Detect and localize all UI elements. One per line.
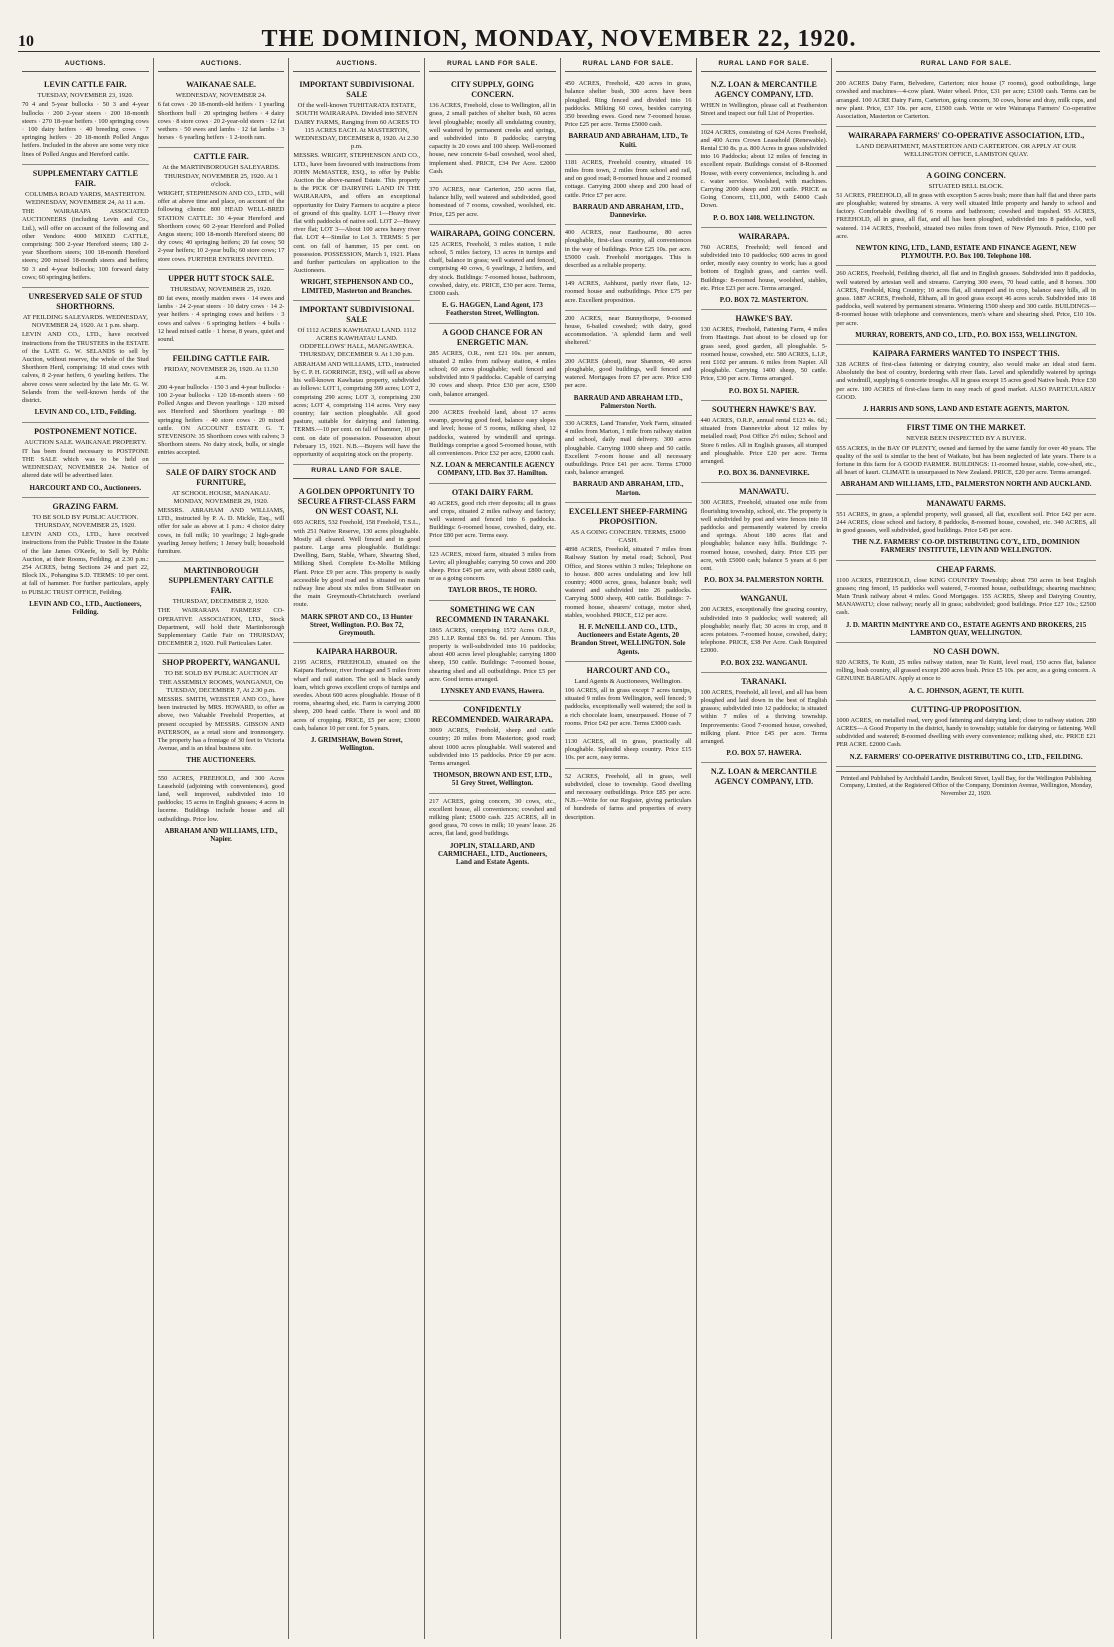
advert-heading: SOMETHING WE CAN RECOMMEND IN TARANAKI. bbox=[436, 604, 549, 624]
advert-body: 80 fat ewes, mostly maiden ewes · 14 ewes and lambs · 24 2-year steers · 10 dairy cows · 14 2-year heifers · 4 springing cows and heifers · 3 cows and calves · 6 springing heifers · 4 bulls · 12 head mixed cattle · 1 horse, 8 years, quiet and sound. bbox=[157, 295, 285, 344]
column-5 bbox=[561, 58, 697, 1639]
advert-subheading: TO BE SOLD BY PUBLIC AUCTION. THURSDAY, NOVEMBER 25, 1920. bbox=[32, 513, 139, 529]
advert-signature: MURRAY, ROBERTS, AND CO., LTD., P.O. BOX 1553, WELLINGTON. bbox=[855, 330, 1077, 339]
advert-signature: P.O. BOX 72. MASTERTON. bbox=[719, 296, 808, 305]
classified-advert bbox=[836, 345, 1096, 419]
advert-body: 200 ACRES (about), near Shannon, 40 acres ploughable, good buildings, well fenced and watered. Mortgages from £7 per acre. Price £30 per acre. bbox=[564, 357, 692, 390]
advert-heading: UNRESERVED SALE OF STUD SHORTHORNS. bbox=[28, 292, 143, 312]
classified-advert bbox=[565, 76, 692, 155]
advert-body: 3069 ACRES, Freehold, sheep and cattle country; 20 miles from Masterton; good road; about 1000 acres ploughable. Well watered and subdivided into 15 paddocks. Price £9 per acre. Terms arranged. bbox=[429, 727, 556, 767]
advert-heading: IMPORTANT SUBDIVISIONAL SALE bbox=[299, 80, 415, 100]
advert-signature: THE AUCTIONEERS. bbox=[186, 756, 256, 765]
advert-body: 1024 ACRES, consisting of 624 Acres Freehold, and 400 Acres Crown Leasehold (Renewable). Rental £30 8s. p.a. 800 Acres in grass subdivided into 16 Paddocks; about 12 miles of fencing in excellent repair. Buildings consist of 8-Roomed House, with every convenience, including h. and c. water service. Woolshed, with machines. Carrying 2000 sheep and 200 cattle. PRICE as Going Concern, £11,000, with £4000 Cash Down. bbox=[700, 128, 828, 210]
advert-body: 693 ACRES, 532 Freehold, 158 Freehold, T.S.L., with 251 Native Reserve, 130 acres ploughable. Mostly all cleared. Well fenced and in good pasture. Large area ploughable. Buildings: Dwelling, Barn, Stable, Whare, Shearing Shed, Milking Shed. Complete Ex-Mollie Milking Plant. Price £9 per acre. This property is easily accessible by good road and is situated on main railway line about six miles from Stillwater on the main Greymouth-Christchurch overland route. bbox=[293, 519, 421, 609]
advert-body: 920 ACRES, Te Kuiti, 25 miles railway station, near Te Kuiti, level road, 150 acres flat, balance rolling, bush country, all grassed except 200 acres bush. Price £5 10s. per acre, as a going concern. A GENUINE BARGAIN. Apply at once to bbox=[836, 658, 1096, 683]
advert-body: 6 fat cows · 20 18-month-old heifers · 1 yearling Shorthorn bull · 20 springing heifers · 4 dairy cows · 8 store cows · 20 2-year-old steers · 12 fat wethers · 50 ewes and lambs · 12 fat lambs · 3 horses · 6 yearling heifers · 1 2-tooth ram. bbox=[157, 101, 285, 142]
advert-body: 400 ACRES, near Eastbourne, 80 acres ploughable, first-class country, all conveniences in the way of buildings. Price £25 10s. per acre. £5000 cash. Freehold mortgages. This is described as a reliable property. bbox=[564, 229, 692, 270]
classified-advert bbox=[293, 301, 420, 465]
advert-signature: BARRAUD AND ABRAHAM, LTD., Te Kuiti. bbox=[568, 132, 688, 149]
advert-body: 450 ACRES, Freehold, 420 acres in grass, balance shelter bush, 300 acres have been ploughed. Ring fenced and divided into 16 paddocks. Milking 60 cows, besides carrying 350 breeding ewes. Good new 7-roomed house. Price £25 per acre. Terms £5000 cash. bbox=[564, 80, 692, 129]
advert-heading: FEILDING CATTLE FAIR. bbox=[172, 354, 270, 364]
advert-signature: MARK SPROT AND CO., 13 Hunter Street, Wellington. P.O. Box 72, Greymouth. bbox=[300, 612, 413, 637]
advert-body: MESSRS. ABRAHAM AND WILLIAMS, LTD., instructed by P. A. D. Mickle, Esq., will offer for sale as above at 1 p.m.: 4 choice dairy cows, in full milk; 10 yearlings; 2 high-grade yearling Jersey heifers; 1 Jersey bull; household furniture. bbox=[157, 506, 285, 555]
imprint-footer: Printed and Published by Archibald Landin, Boulcott Street, Lyall Bay, for the Wellington Publishing Company, Limited, at the Registered Office of the Company, Dominion Avenue, Wellington, Monday, November 22, 1920. bbox=[836, 771, 1096, 798]
advert-body: WHEN in Wellington, please call at Featherston Street and inspect our full List of Properties. bbox=[700, 102, 828, 118]
classified-advert bbox=[429, 701, 556, 793]
classified-advert bbox=[565, 503, 692, 662]
classified-advert bbox=[158, 654, 285, 770]
advert-signature: THE N.Z. FARMERS' CO-OP. DISTRIBUTING CO'Y., LTD., DOMINION FARMERS' INSTITUTE, LEVIN AND WELLINGTON. bbox=[852, 538, 1080, 555]
advert-body: LEVIN AND CO., LTD., have received instructions from the TRUSTEES in the ESTATE of the LATE G. W. SELANDS to sell by Auction, without reserve, the whole of the Stud Shorthorn Herd, comprising: 18 stud cows with calves, 8 2-year heifers, 6 yearling heifers. The above cows were selected by the late Mr. G. W. Selands from the well-known herds of the district. bbox=[22, 331, 149, 405]
advert-heading: HARCOURT AND CO., bbox=[586, 665, 670, 675]
classified-advert bbox=[429, 76, 556, 182]
advert-body: 100 ACRES, Freehold, all level, and all has been ploughed and laid down in the best of English grasses; subdivided into 12 paddocks; is situated within 7 miles of a thriving township. Improvements: Good 7-roomed house, cowshed, milking plant. Price £45 per acre. Terms arranged. bbox=[700, 688, 828, 745]
advert-signature: LYNSKEY AND EVANS, Hawera. bbox=[440, 686, 544, 695]
advert-body: WRIGHT, STEPHENSON AND CO., LTD., will offer at above time and place, on account of the following clients: 800 HEAD WELL-BRED STATION CATTLE: 30 4-year Hereford and Shorthorn cows; 60 2-year Hereford and Polled Angus steers; 100 18-month Hereford steers; 80 dry cows; 40 springing heifers; 20 fat cows; 50 2-year heifers; 10 2-year bulls; 60 store cows; 17 store cows. FURTHER ENTRIES INVITED. bbox=[157, 190, 285, 263]
advert-body: MESSRS. SMITH, WEBSTER AND CO., have been instructed by MRS. HOWARD, to offer as above, two Valuable Freehold Properties, at present occupied by MESSRS. GIBSON AND PATERSON, as a retail store and ironmongery. The property has a frontage of 30 feet to Victoria Avenue, and is an ideal business site. bbox=[157, 695, 285, 753]
advert-body: 1865 ACRES, comprising 1572 Acres O.R.P., 293 L.I.P. Rental £83 9s. 6d. per Annum. This property is well-subdivided into 16 paddocks; about 400 acres level ploughable; carrying 1800 sheep, 150 cattle. Buildings: 7-roomed house, shearing shed and all outbuildings. Price £5 per acre. Good terms arranged. bbox=[429, 626, 556, 683]
advert-body: 550 ACRES, FREEHOLD, and 300 Acres Leasehold (adjoining with conveniences), good land, well improved, subdivided into 10 paddocks; 15 acres in English grasses; 4 acres in lucerne. Buildings include house and all outbuildings. Price low. bbox=[157, 774, 285, 823]
advert-subheading: AT SCHOOL HOUSE, MANAKAU. MONDAY, NOVEMBER 29, 1920. bbox=[171, 489, 271, 505]
advert-signature: P.O. BOX 232. WANGANUI. bbox=[720, 658, 808, 667]
advert-subheading: TO BE SOLD BY PUBLIC AUCTION AT THE ASSEMBLY ROOMS, WANGANUI, On TUESDAY, DECEMBER 7, At 2.30 p.m. bbox=[158, 670, 284, 694]
advert-body: ABRAHAM AND WILLIAMS, LTD., instructed by C. P. H. GORRINGE, ESQ., will sell as above his well-known Kawhatau property, subdivided as follows: LOT 1, comprising 399 acres; LOT 2, comprising 290 acres; LOT 3, comprising 230 acres; LOT 4, comprising 114 acres. Very easy country; fair section ploughable. All good pasture, suitable for dairying and fattening. TERMS.—10 per cent. on fall of hammer, 10 per cent. on date of possession. Possession about February 15, 1921. N.B.—Buyers will have the opportunity of acquiring stock on the property. bbox=[293, 360, 421, 458]
classified-advert bbox=[701, 76, 828, 124]
column-4 bbox=[425, 58, 561, 1639]
advert-signature: ABRAHAM AND WILLIAMS, LTD., PALMERSTON NORTH AND AUCKLAND. bbox=[840, 480, 1092, 489]
advert-body: 285 ACRES, O.R., rent £21 10s. per annum, situated 2 miles from railway station, 4 miles school; 60 acres ploughable; well fenced and subdivided into 9 paddocks. Capable of carrying 30 cows and sheep. Price £30 per acre, £500 cash, balance arranged. bbox=[429, 349, 556, 398]
advert-body: 123 ACRES, mixed farm, situated 3 miles from Levin; all ploughable; carrying 50 cows and 200 sheep. Price £45 per acre, with about £800 cash, or as a going concern. bbox=[429, 550, 556, 583]
advert-body: 440 ACRES, O.R.P., annual rental £123 4s. 6d.; situated from Dannevirke about 12 miles by metalled road; Post Office 2½ miles; School and Store 6 miles. All in English grasses, all stumped and ploughable. Price £20 per acre. Terms arranged. bbox=[700, 416, 828, 465]
page-number: 10 bbox=[18, 33, 34, 50]
land-advert bbox=[293, 643, 420, 757]
advert-subheading: WEDNESDAY, NOVEMBER 24. bbox=[175, 92, 267, 100]
land-advert bbox=[293, 483, 420, 643]
advert-heading: SALE OF DAIRY STOCK AND FURNITURE, bbox=[166, 467, 277, 487]
advert-signature: NEWTON KING, LTD., LAND, ESTATE AND FINANCE AGENT, NEW PLYMOUTH. P.O. Box 100. Telephone 108. bbox=[855, 244, 1077, 261]
advert-heading: SHOP PROPERTY, WANGANUI. bbox=[162, 658, 280, 668]
classified-advert bbox=[701, 673, 828, 764]
advert-signature: P.O. BOX 34. PALMERSTON NORTH. bbox=[704, 576, 824, 585]
advert-body: 370 ACRES, near Carterton, 250 acres flat, balance hilly, well watered and subdivided, good homestead of 7 rooms, cowshed, woolshed, etc. Price, £25 per acre. bbox=[429, 186, 556, 218]
advert-body: THE WAIRARAPA ASSOCIATED AUCTIONEERS (including Levin and Co., Ltd.), will offer on account of the following and other Vendors: 4000 MIXED CATTLE, comprising: 500 2-year Hereford steers; 180 2-year Shorthorn steers; 100 18-month Hereford steers; 200 mixed 18-month steers and heifers; 50 3 and 4-year bullocks; 100 forward dairy cows; 60 springing heifers. bbox=[22, 208, 149, 281]
classified-advert bbox=[565, 662, 692, 734]
advert-body: 136 ACRES, Freehold, close to Wellington, all in grass, 2 small patches of shelter bush, 60 acres level ploughable; mostly all undulating country, well watered by permanent creeks and springs, and subdivided into 8 paddocks; carrying capacity is 20 cows and 100 sheep. Well-roomed house, new concrete 6-bail cowshed, wool shed, implement shed. PRICE, £34 Per Acre. £2000 Cash. bbox=[429, 102, 556, 175]
classified-advert bbox=[701, 483, 828, 590]
advert-heading: CHEAP FARMS. bbox=[936, 564, 996, 574]
advert-body: 655 ACRES, in the BAY OF PLENTY, owned and farmed by the same family for over 40 years. The quality of the soil is similar to the best of Waikato, but has been neglected of late years. There is a fortune in this farm for A GOOD FARMER. BUILDINGS: 11-roomed house, stable, cow-shed, etc., all heart of kauri. CLIMATE is unsurpassed in New Zealand. PRICE, £20 per acre. Terms arranged. bbox=[836, 444, 1096, 477]
classified-advert bbox=[836, 495, 1096, 561]
newspaper-columns bbox=[18, 58, 1100, 1639]
advert-heading: N.Z. LOAN & MERCANTILE AGENCY COMPANY, LTD. bbox=[710, 767, 817, 787]
advert-subheading: AUCTION SALE. WAIKANAE PROPERTY. bbox=[24, 438, 147, 446]
advert-body: 1130 ACRES, all in grass, practically all ploughable. Splendid sheep country. Price £15 10s. per acre, easy terms. bbox=[564, 738, 692, 762]
column-header: AUCTIONS. bbox=[158, 58, 285, 72]
classified-advert bbox=[22, 165, 149, 288]
advert-heading: MANAWATU FARMS. bbox=[926, 498, 1006, 508]
classified-advert bbox=[429, 405, 556, 484]
advert-signature: ABRAHAM AND WILLIAMS, LTD., Napier. bbox=[164, 826, 278, 844]
advert-heading: SUPPLEMENTARY CATTLE FAIR. bbox=[32, 168, 138, 188]
classified-advert bbox=[158, 76, 285, 148]
advert-signature: TAYLOR BROS., TE HORO. bbox=[447, 586, 537, 595]
advert-heading: POSTPONEMENT NOTICE. bbox=[34, 426, 137, 436]
classified-advert bbox=[565, 276, 692, 311]
advert-heading: CONFIDENTLY RECOMMENDED. WAIRARAPA. bbox=[431, 705, 554, 725]
advert-signature: WRIGHT, STEPHENSON AND CO., LIMITED, Masterton and Branches. bbox=[300, 278, 414, 295]
advert-body: 106 ACRES, all in grass except 7 acres turnips, situated 9 miles from Wellington, well fenced; 9 paddocks, exceptionally well watered; the soil is a rich chocolate loam, unsurpassed. House of 7 rooms. Price £42 per acre. Terms £3000 cash. bbox=[564, 686, 692, 727]
classified-advert bbox=[565, 311, 692, 354]
advert-heading: KAIPARA FARMERS WANTED TO INSPECT THIS. bbox=[872, 349, 1060, 359]
advert-heading: A GOOD CHANCE FOR AN ENERGETIC MAN. bbox=[442, 327, 543, 347]
advert-signature: BARRAUD AND ABRAHAM, LTD., Marton. bbox=[572, 480, 684, 497]
advert-heading: OTAKI DAIRY FARM. bbox=[451, 487, 534, 497]
advert-heading: MANAWATU. bbox=[739, 487, 789, 497]
advert-signature: A. C. JOHNSON, AGENT, TE KUITI. bbox=[908, 686, 1024, 695]
advert-heading: A GOLDEN OPPORTUNITY TO SECURE A FIRST-CLASS FARM ON WEST COAST, N.I. bbox=[297, 487, 416, 517]
classified-advert bbox=[22, 288, 149, 422]
advert-heading: MARTINBOROUGH SUPPLEMENTARY CATTLE FAIR. bbox=[168, 566, 274, 596]
classified-advert bbox=[429, 794, 556, 872]
advert-body: 200 ACRES freehold land, about 17 acres swamp, growing good feed, balance easy slopes and level; house of 5 rooms, milking shed, 12 paddocks, watered by windmill and springs. Buildings comprise a good 5-roomed house, with all conveniences. Price £32 per acre, £2000 cash. bbox=[429, 408, 556, 457]
advert-body: 40 ACRES, good rich river deposits; all in grass and crops, situated 2 miles railway and factory; well watered and fenced into 6 paddocks. Buildings: 6-roomed house, cowshed, dairy, etc. Price £80 per acre. Terms easy. bbox=[429, 499, 556, 540]
classified-advert bbox=[701, 125, 828, 228]
advert-body: MESSRS. WRIGHT, STEPHENSON AND CO., LTD., have been favoured with instructions from JOHN McMASTER, ESQ., to offer by Public Auction the above-named Estate. This property is the PICK OF DAIRYING LAND IN THE WAIRARAPA, and offers an exceptional opportunity for Dairy Farmers to acquire a piece of ground of this quality. LOT 1—Heavy river flat with paddocks of native soil. LOT 2—Heavy river flat; LOT 3—About 100 acres heavy river flat. LOT 4—Similar to Lot 3. TERMS: 5 per cent. on fall of hammer, 15 per cent. on possession. POSSESSION, March 1, 1921. Plans and further particulars on application to the Auctioneers. bbox=[293, 152, 421, 275]
section-header: RURAL LAND FOR SALE. bbox=[293, 465, 420, 479]
column-header: RURAL LAND FOR SALE. bbox=[701, 58, 828, 72]
classified-advert bbox=[158, 148, 285, 269]
advert-signature: E. G. HAGGEN, Land Agent, 173 Featherston Street, Wellington. bbox=[441, 301, 543, 318]
advert-body: 70 4 and 5-year bullocks · 50 3 and 4-year bullocks · 200 2-year steers · 200 18-month steers · 270 18-year heifers · 100 springing cows · 100 dairy heifers · 40 breeding cows · 7 springing heifers · 20 18-month Polled Angus heifers. Included in the above are some very nice lines of Polled Angus and Hereford cattle. bbox=[22, 101, 149, 158]
advert-heading: CUTTING-UP PROPOSITION. bbox=[910, 704, 1022, 714]
advert-body: 330 ACRES, Land Transfer, York Farm, situated 4 miles from Marton, 1 mile from railway station and school, daily mail delivery. 300 acres ploughable. Carrying 1000 sheep and 50 cattle. Excellent 7-room house and all necessary outbuildings. Price £41 per acre. Terms £7000 cash, balance arranged. bbox=[564, 419, 692, 477]
classified-advert bbox=[836, 127, 1096, 166]
advert-subheading: At the MARTINBOROUGH SALEYARDS. THURSDAY, NOVEMBER 25, 1920. At 1 o'clock. bbox=[162, 164, 280, 188]
advert-heading: TARANAKI. bbox=[741, 676, 787, 686]
advert-body: 760 ACRES, Freehold; well fenced and subdivided into 10 paddocks; 600 acres in good order, mostly easy country to work; has a good bottom of English grass, and carries well. Buildings: 8-roomed house, woolshed, stables, etc. Price £23 per acre. Terms arranged. bbox=[700, 243, 828, 292]
advert-heading: A GOING CONCERN. bbox=[926, 170, 1006, 180]
advert-body: 125 ACRES, Freehold, 3 miles station, 1 mile school, 5 miles factory, 13 acres in turnips and chaff, balance in grass; well watered and fenced, comprising 40 cows, 6 yearlings, 2 heifers, and dry stock. Buildings: 7-roomed house, bathroom, cowshed, dairy, etc. PRICE, £30 per acre. Terms, £3000 cash. bbox=[429, 240, 556, 298]
advert-heading: LEVIN CATTLE FAIR. bbox=[44, 80, 127, 90]
advert-signature: J. D. MARTIN McINTYRE AND CO., ESTATE AGENTS AND BROKERS, 215 LAMBTON QUAY, WELLINGTON. bbox=[845, 620, 1087, 637]
advert-body: 52 ACRES, Freehold, all in grass, well subdivided, close to township. Good dwelling and necessary outbuildings. Price £85 per acre. N.B.—Write for our Register, giving particulars of hundreds of farms and properties of every description. bbox=[564, 772, 692, 821]
classified-advert bbox=[429, 547, 556, 601]
column-header: RURAL LAND FOR SALE. bbox=[565, 58, 692, 72]
classified-advert bbox=[429, 601, 556, 702]
advert-heading: IMPORTANT SUBDIVISIONAL SALE bbox=[299, 304, 415, 324]
classified-advert bbox=[293, 76, 420, 301]
classified-advert bbox=[701, 590, 828, 672]
classified-advert bbox=[701, 310, 828, 401]
advert-signature: BARRAUD AND ABRAHAM, LTD., Dannevirke. bbox=[572, 202, 684, 220]
advert-subheading: LAND DEPARTMENT, MASTERTON AND CARTERTON. OR APPLY AT OUR WELLINGTON OFFICE, LAMBTON QUAY. bbox=[855, 143, 1077, 159]
advert-heading: FIRST TIME ON THE MARKET. bbox=[906, 423, 1026, 433]
classified-advert bbox=[429, 324, 556, 405]
classified-advert bbox=[158, 771, 285, 849]
column-header: AUCTIONS. bbox=[22, 58, 149, 72]
advert-signature: P.O. BOX 57. HAWERA. bbox=[726, 749, 802, 758]
advert-body: 200 ACRES, exceptionally fine grazing country, subdivided into 9 paddocks; well watered; all ploughable; nearly flat; 30 acres in crop, and 8 acres potatoes. 7-roomed house, cowshed, dairy; telephone. PRICE, £38 Per Acre. Cash Required £2000. bbox=[700, 606, 828, 655]
advert-signature: J. HARRIS AND SONS, LAND AND ESTATE AGENTS, MARTON. bbox=[863, 405, 1070, 414]
advert-body: LEVIN AND CO., LTD., have received instructions from the Public Trustee in the Estate of the late James O'Keefe, to Sell by Public Auction, at their Rooms, Feilding, at 2.30 p.m.: 254 ACRES, being Sections 24 and part 22, Block IX., Pohangina S.D. TERMS: 10 per cent. at fall of hammer. For further particulars, apply to PUBLIC TRUST OFFICE, Feilding. bbox=[22, 531, 149, 596]
advert-subheading: Land Agents & Auctioneers, Wellington. bbox=[574, 677, 682, 685]
advert-subheading: THURSDAY, DECEMBER 2, 1920. bbox=[172, 598, 270, 606]
advert-body: 551 ACRES, in grass, a splendid property, well grassed, all flat, excellent soil. Price £42 per acre. 244 ACRES, close school and factory, 8 paddocks, 8-roomed house, cowshed, etc. 340 ACRES, all in good grasses, well subdivided, good buildings. Price £45 per acre. bbox=[836, 510, 1096, 534]
advert-signature: LEVIN AND CO., LTD., Feilding. bbox=[34, 408, 137, 417]
advert-heading: EXCELLENT SHEEP-FARMING PROPOSITION. bbox=[568, 506, 688, 526]
advert-subheading: NEVER BEEN INSPECTED BY A BUYER. bbox=[906, 435, 1027, 443]
classified-advert bbox=[158, 270, 285, 350]
advert-body: 149 ACRES, Ashhurst, partly river flats, 12-roomed house and outbuildings. Price £75 per acre. Excellent proposition. bbox=[564, 280, 692, 304]
advert-body: 1100 ACRES, FREEHOLD, close KING COUNTRY Township; about 750 acres in best English grasses; ring fenced, 15 paddocks well watered, 7-roomed house, outbuildings; shearing machines; Main Trunk railway about 4 miles. Good Mortgages. 155 ACRES, Sheep and Dairying Country, MANAWATU; close railway; nearly all in grass; subdivided; good buildings. Price £27 10s.; £2500 cash. bbox=[836, 576, 1096, 617]
classified-advert bbox=[836, 419, 1096, 494]
advert-body: THE WAIRARAPA FARMERS' CO-OPERATIVE ASSOCIATION, LTD., Stock Department, will hold their Martinborough Supplementary Cattle Fair on THURSDAY, DECEMBER 2, 1920. Full Particulars Later. bbox=[157, 607, 285, 648]
advert-heading: KAIPARA HARBOUR. bbox=[316, 647, 398, 657]
advert-body: 1181 ACRES, Freehold country, situated 16 miles from town, 2 miles from school and rail, and on good road; 8-roomed house and 2 roomed cottage. Carrying 2000 sheep and 200 head of cattle. Price £7 per acre. bbox=[564, 158, 692, 199]
classified-advert bbox=[565, 155, 692, 225]
column-header: RURAL LAND FOR SALE. bbox=[836, 58, 1096, 72]
advert-signature: BARRAUD AND ABRAHAM LTD., Palmerston North. bbox=[573, 393, 683, 410]
classified-advert bbox=[429, 182, 556, 225]
advert-body: 300 ACRES, Freehold, situated one mile from flourishing township, school, etc. The property is well subdivided by post and wire fences into 18 paddocks and permanently watered by creeks and springs. About 180 acres flat and ploughable; balance easy hills. Buildings: 7-roomed house, cowshed, dairy. Price £35 per acre, with £5000 cash; balance 5 years at 6 per cent. bbox=[700, 499, 828, 572]
classified-advert bbox=[158, 350, 285, 463]
classified-advert bbox=[836, 643, 1096, 701]
advert-body: 1000 ACRES, on metalled road, very good fattening and dairying land; close to railway station. 280 ACRES—A Good Property in the district, handy to township; suitable for dairying or fattening. Well subdivided and watered; 8-roomed dwelling with every convenience; milking shed, etc. PRICE £21 PER ACRE. £2000 Cash. bbox=[836, 716, 1096, 749]
classified-advert bbox=[836, 561, 1096, 643]
advert-body: 260 ACRES, Freehold, Feilding district, all flat and in English grasses. Subdivided into 8 paddocks, well watered by artesian well and streams. Carrying 300 ewes, 70 head cattle, and 8 horses. 300 ACRES, Freehold, King Country; 10 acres flat, all stumped and in crop, balance easy hills, all in grass. 1887 ACRES, Freehold, Eltham, all in good grass except 46 acres scrub. Subdivided into 18 paddocks, well watered by permanent streams. Wintering 1500 sheep and 300 cattle. BUILDINGS—8-roomed house with telephone and conveniences, men's whare and shearing shed. Price, £10 10s. per acre. bbox=[836, 270, 1096, 327]
advert-body: 130 ACRES, Freehold, Fattening Farm, 4 miles from Hastings. Just about to be closed up for grass seed, good garden, all ploughable. 5-roomed house, cowshed, etc. 580 ACRES, L.I.P., rent £102 per annum. 6 miles from Napier. All ploughable. Carrying 1400 sheep, 50 cattle. Price, £30 per acre. Terms arranged. bbox=[700, 326, 828, 383]
advert-subheading: SITUATED BELL BLOCK. bbox=[928, 182, 1004, 190]
classified-advert bbox=[429, 225, 556, 324]
advert-signature: P. O. BOX 1408. WELLINGTON. bbox=[713, 213, 815, 222]
advert-heading: CITY SUPPLY, GOING CONCERN. bbox=[451, 80, 534, 100]
advert-signature: P.O. BOX 36. DANNEVIRKE. bbox=[718, 469, 810, 478]
advert-subheading: AT FEILDING SALEYARDS. WEDNESDAY, NOVEMBER 24, 1920. At 1 p.m. sharp. bbox=[22, 314, 148, 330]
advert-subheading: Of 1112 ACRES KAWHATAU LAND. 1112 ACRES KAWHATAU LAND. ODDFELLOWS' HALL, MANGAWEKA. THURSDAY, DECEMBER 9. At 1.30 p.m. bbox=[297, 326, 416, 359]
advert-subheading: FRIDAY, NOVEMBER 26, 1920. At 11.30 a.m. bbox=[164, 366, 278, 382]
masthead bbox=[18, 26, 1100, 52]
advert-signature: J. GRIMSHAW, Bowen Street, Wellington. bbox=[310, 736, 403, 753]
advert-body: 4898 ACRES, Freehold, situated 7 miles from Railway Station by metal road; School, Post Office, and Stores within 3 miles; Telephone on to house. 800 acres undulating and low hill country; 4000 acres, grass, balance bush; well watered and subdivided into 26 paddocks. Carrying 5000 sheep, 400 cattle. Buildings: 7-roomed house, shearers' cottage, motor shed, stables, woolshed. PRICE, £12 per acre. bbox=[564, 546, 692, 619]
classified-advert bbox=[429, 484, 556, 547]
classified-advert bbox=[22, 76, 149, 165]
column-7 bbox=[832, 58, 1100, 1639]
advert-subheading: TUESDAY, NOVEMBER 23, 1920. bbox=[37, 92, 134, 100]
advert-body: 200 ACRES Dairy Farm, Belvedere, Carterton; nice house (7 rooms), good outbuildings, large cowshed and machines—4-cow plant. Water wheel. Price, £31 per acre; £3100 cash. Terms can be arranged. 100 ACRE Dairy Farm, Carterton, going concern, 30 cows, horse and dray, milk cups, and new plant. Price, £37 10s. per acre, £1500 cash. Write or wire Wairarapa Farmers' Co-operative Association, Masterton or Carterton. bbox=[836, 80, 1096, 121]
advert-heading: WAIRARAPA. bbox=[738, 231, 790, 241]
advert-body: 51 ACRES, FREEHOLD, all in grass with exception 5 acres bush; more than half flat and three parts are ploughable; watered by streams. A very well situated little property and handy to school and factory. Comfortable dwelling of 6 rooms and bathroom; cowshed and trapshed. 95 ACRES, FREEHOLD, all in grass, all flat, and all has been ploughed, subdivided into 8 paddocks, well watered. 114 ACRES, Freehold, situated two miles from town of New Plymouth. Price, £100 per acre. bbox=[836, 191, 1096, 240]
classified-advert bbox=[836, 76, 1096, 127]
column-header: RURAL LAND FOR SALE. bbox=[429, 58, 556, 72]
advert-signature: N.Z. FARMERS' CO-OPERATIVE DISTRIBUTING CO., LTD., FEILDING. bbox=[849, 752, 1083, 761]
classified-advert bbox=[565, 225, 692, 276]
classified-advert bbox=[701, 401, 828, 483]
advert-signature: JOPLIN, STALLARD, AND CARMICHAEL, LTD., Auctioneers, Land and Estate Agents. bbox=[437, 841, 547, 867]
column-2 bbox=[154, 58, 290, 1639]
advert-signature: THOMSON, BROWN AND EST, LTD., 51 Grey Street, Wellington. bbox=[432, 771, 552, 788]
classified-advert bbox=[701, 228, 828, 310]
classified-advert bbox=[565, 734, 692, 769]
advert-body: 200 4-year bullocks · 150 3 and 4-year bullocks · 100 2-year bullocks · 120 18-month steers · 60 Polled Angus and Devon yearlings · 120 mixed sex Hereford and Shorthorn yearlings · 80 springing heifers · 40 store cows · 20 mixed cattle. ON ACCOUNT ESTATE G. T. STEVENSON: 35 Shorthorn cows with calves; 3 Shorthorn steers. No dairy stock, bulls, or single entries accepted. bbox=[157, 383, 285, 457]
advert-heading: WAIRARAPA, GOING CONCERN. bbox=[429, 228, 556, 238]
advert-heading: NO CASH DOWN. bbox=[933, 646, 1000, 656]
advert-signature: N.Z. LOAN & MERCANTILE AGENCY COMPANY, LTD. Box 37. Hamilton. bbox=[430, 461, 555, 478]
classified-advert bbox=[565, 769, 692, 827]
advert-body: 2195 ACRES, FREEHOLD, situated on the Kaipara Harbour, river frontage and 5 miles from wharf and rail station. The soil is black sandy loam, which grows excellent crops of turnips and swedes. About 600 acres ploughable. House of 8 rooms, shearing shed, etc. Farm is carrying 2000 sheep, 200 head cattle. There is wool and 80 acres of cropping. PRICE, £5 per acre; £3000 cash, balance 10 per cent. for 5 years. bbox=[293, 659, 421, 732]
classified-advert bbox=[158, 464, 285, 563]
newspaper-title: THE DOMINION, MONDAY, NOVEMBER 22, 1920. bbox=[261, 26, 857, 52]
column-header: AUCTIONS. bbox=[293, 58, 420, 72]
advert-heading: WANGANUI. bbox=[740, 594, 788, 604]
advert-body: 200 ACRES, near Bunnythorpe, 9-roomed house, 6-bailed cowshed; with dairy, good accommodation. 'A splendid farm and well sheltered.' bbox=[564, 314, 692, 347]
classified-advert bbox=[22, 423, 149, 498]
advert-heading: UPPER HUTT STOCK SALE. bbox=[168, 273, 275, 283]
advert-signature: HARCOURT AND CO., Auctioneers. bbox=[29, 483, 142, 492]
classified-advert bbox=[701, 763, 828, 794]
column-1 bbox=[18, 58, 154, 1639]
advert-heading: SOUTHERN HAWKE'S BAY. bbox=[712, 404, 816, 414]
classified-advert bbox=[158, 562, 285, 654]
advert-subheading: Of the well-known TUHITARATA ESTATE, SOUTH WAIRARAPA. Divided into SEVEN DAIRY FARMS, Ranging from 60 ACRES TO 115 ACRES EACH. At MASTERTON, WEDNESDAY, DECEMBER 8, 1920. At 2.30 p.m. bbox=[294, 102, 420, 151]
column-6 bbox=[697, 58, 833, 1639]
classified-advert bbox=[565, 354, 692, 416]
advert-heading: CATTLE FAIR. bbox=[193, 152, 249, 162]
advert-signature: LEVIN AND CO., LTD., Auctioneers, Feilding. bbox=[29, 599, 142, 616]
advert-subheading: AS A GOING CONCERN. TERMS, £5000 CASH. bbox=[570, 528, 686, 544]
advert-body: IT has been found necessary to POSTPONE THE SALE which was to be held on WEDNESDAY, NOVEMBER 24. Notice of altered date will be advertised later. bbox=[22, 447, 149, 480]
advert-signature: H. F. McNEILL AND CO., LTD., Auctioneers and Estate Agents, 20 Brandon Street, WELLINGTON. Sole Agents. bbox=[570, 622, 686, 656]
classified-advert bbox=[22, 498, 149, 621]
advert-heading: HAWKE'S BAY. bbox=[735, 314, 793, 324]
advert-body: 328 ACRES of first-class fattening or dairying country, also would make an ideal stud farm. Absolutely the best of country, bordering with river flats. Level and splendidly watered by springs and windmill, supplying 6 concrete troughs. All in grass except 15 acres good Native bush. Price £30 per acre. 180 ACRES of first-class farm in easy reach of good market. ALSO PARTICULARLY GOOD. bbox=[836, 361, 1096, 401]
advert-subheading: COLUMBA ROAD YARDS, MASTERTON. WEDNESDAY, NOVEMBER 24, At 11 a.m. bbox=[25, 190, 146, 207]
classified-advert bbox=[836, 167, 1096, 267]
advert-heading: N.Z. LOAN & MERCANTILE AGENCY COMPANY, LTD. bbox=[710, 80, 817, 100]
classified-advert bbox=[836, 701, 1096, 767]
advert-heading: WAIKANAE SALE. bbox=[186, 80, 256, 90]
column-3 bbox=[289, 58, 425, 1639]
advert-body: 217 ACRES, going concern, 30 cows, etc., excellent house, all conveniences; cowshed and milking plant; £5000 cash. 225 ACRES, all in good grass, 70 cows in milk; 10 years' lease. 26 acres, flat land, good buildings. bbox=[429, 797, 556, 838]
advert-heading: WAIRARAPA FARMERS' CO-OPERATIVE ASSOCIATION, LTD., bbox=[847, 131, 1085, 141]
advert-signature: P.O. BOX 51. NAPIER. bbox=[728, 386, 800, 395]
classified-advert bbox=[565, 416, 692, 503]
classified-advert bbox=[836, 266, 1096, 345]
advert-heading: GRAZING FARM. bbox=[52, 501, 119, 511]
advert-subheading: THURSDAY, NOVEMBER 25, 1920. bbox=[170, 285, 272, 293]
